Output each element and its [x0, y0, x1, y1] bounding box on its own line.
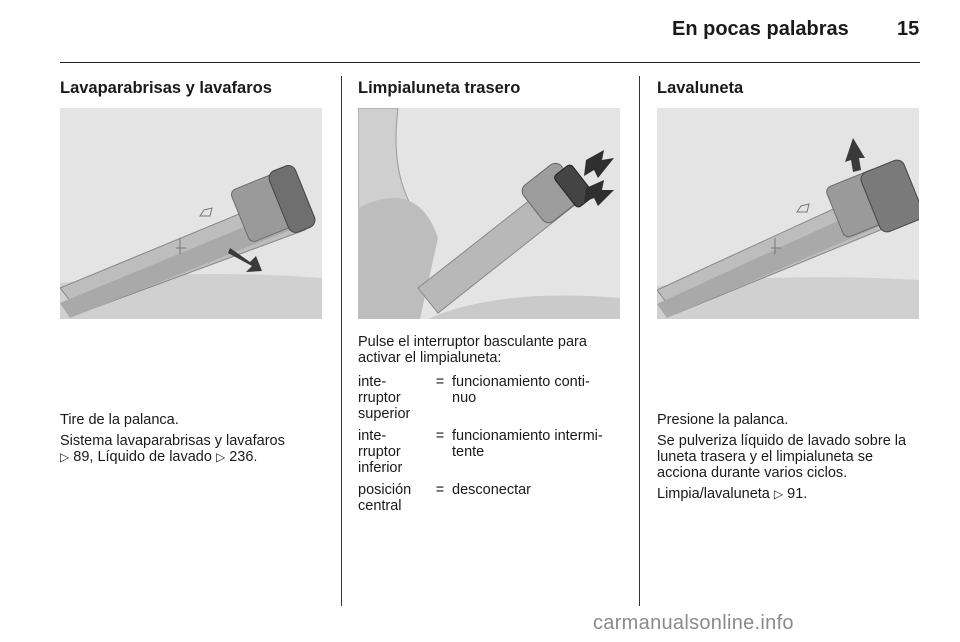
section-body — [60, 412, 285, 470]
section-rear-washer — [657, 78, 922, 502]
section-body — [358, 334, 616, 520]
page-ref-icon: ▷ — [60, 450, 70, 464]
lever-pull-illustration — [60, 108, 322, 319]
definition-row — [358, 482, 612, 520]
paragraph: Sistema lavaparabrisas y lavafaros — [60, 433, 285, 449]
paragraph: Se pulveriza líquido de lavado sobre la luneta trasera y el limpialuneta se acciona durante varios ciclos. — [657, 433, 907, 481]
rocker-switch-illustration — [358, 108, 620, 319]
definition-term: inte-rruptor inferior — [358, 428, 403, 476]
watermark: carmanualsonline.info — [593, 612, 794, 634]
paragraph: Presione la palanca. — [657, 412, 789, 428]
definition-value: funcionamiento conti-nuo — [452, 374, 590, 406]
section-title: Lavaluneta — [657, 79, 744, 97]
section-washer-headlamp — [60, 78, 325, 465]
lever-push-illustration — [657, 108, 919, 319]
intro-paragraph: Pulse el interruptor basculante para activar el limpialuneta: — [358, 334, 587, 366]
reference-line — [60, 449, 285, 465]
page-number: 15 — [897, 18, 920, 40]
reference-link[interactable]: 89, Líquido de lavado — [73, 449, 212, 465]
column-divider — [639, 76, 640, 606]
definition-table — [358, 374, 612, 520]
reference-line — [657, 486, 919, 502]
paragraph: Tire de la palanca. — [60, 412, 179, 428]
section-title: Lavaparabrisas y lavafaros — [60, 79, 272, 97]
reference-page[interactable]: 91. — [787, 486, 808, 502]
equals-sign: = — [435, 482, 445, 498]
reference-link[interactable]: Limpia/lavaluneta — [657, 486, 770, 502]
definition-term: posición central — [358, 482, 412, 514]
figure-rocker-switch — [358, 108, 620, 319]
header-rule — [60, 62, 920, 63]
definition-value: desconectar — [452, 482, 531, 498]
section-title: Limpialuneta trasero — [358, 79, 521, 97]
page-ref-icon: ▷ — [773, 487, 784, 501]
header-title: En pocas palabras — [672, 18, 849, 40]
definition-row — [358, 428, 612, 482]
figure-lever-pull — [60, 108, 322, 319]
definition-row — [358, 374, 612, 428]
equals-sign: = — [435, 374, 445, 390]
definition-term: inte-rruptor superior — [358, 374, 411, 422]
section-body — [657, 412, 919, 507]
page-ref-icon: ▷ — [215, 450, 226, 464]
reference-link[interactable]: 236. — [229, 449, 258, 465]
section-rear-wiper — [358, 78, 623, 514]
figure-lever-push — [657, 108, 919, 319]
column-divider — [341, 76, 342, 606]
equals-sign: = — [435, 428, 445, 444]
definition-value: funcionamiento intermi-tente — [452, 428, 603, 460]
